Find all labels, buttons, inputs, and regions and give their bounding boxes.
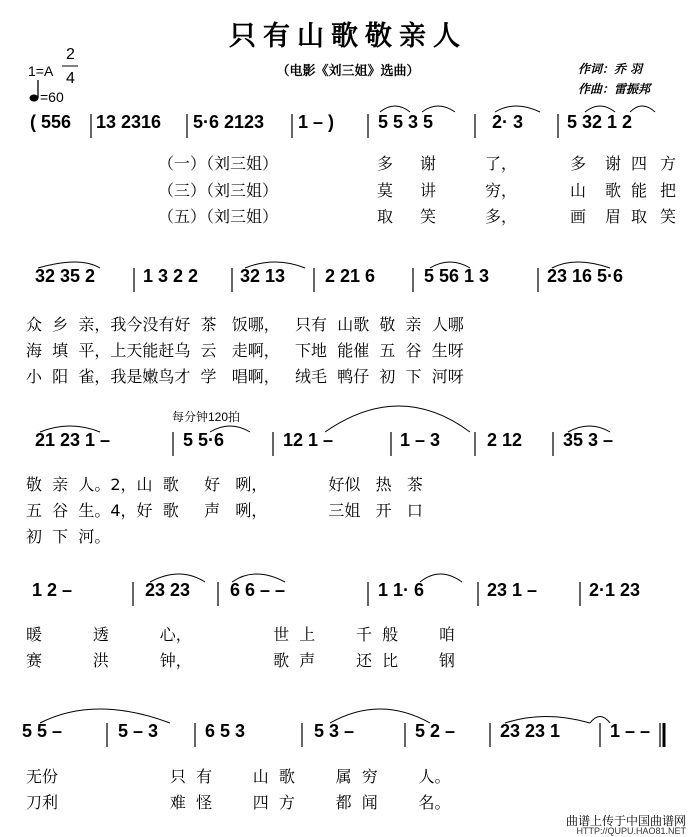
lyric-text: （五）（刘三姐） [158,207,279,226]
tempo-marking: =60 [40,89,64,105]
measure-notation: 5 5 3 5 [378,112,434,132]
lyric-text: 笑 [660,207,677,226]
lyric-text: 谢 [605,154,622,173]
lyric-text: 取 [377,207,394,226]
measure-notation: 23 16 5·6 [547,266,624,286]
song-subtitle: （电影《刘三姐》选曲） [276,64,420,79]
slurs [38,106,655,723]
measure-notation: ( 556 [30,112,72,132]
lyricist-credit: 作词：乔 羽 [578,62,643,76]
measure-notation: 1 1· 6 [378,580,425,600]
measure-notation: 5 3 – [314,721,355,741]
lyric-text: 歌 [605,181,622,200]
lyric-line: 刀利 难 怪 四 方 都 闻 名。 [26,793,451,812]
measure-notation: 5 32 1 2 [567,112,633,132]
measure-notation: 2· 3 [492,112,524,132]
footer-site-url: HTTP://QUPU.HAO81.NET [576,826,686,836]
measure-notation: 5 2 – [415,721,456,741]
measure-notation: 21 23 1 – [35,430,111,450]
measure-notation: 32 13 [240,266,286,286]
lyric-text: 多 [570,154,587,173]
measure-notation: 1 – 3 [400,430,441,450]
measure-notation: 1 – – [610,721,651,741]
lyric-line: 无份 只 有 山 歌 属 穷 人。 [26,767,451,786]
measure-notation: 1 3 2 2 [143,266,199,286]
measure-notation: 12 1 – [283,430,334,450]
lyric-line: 敬 亲 人。2，山 歌 好 咧， 好似 热 茶 [26,475,423,494]
measure-notation: 5 – 3 [118,721,159,741]
measure-notation: 6 6 – – [230,580,286,600]
lyric-text: 了， [485,154,518,173]
lyric-line: 暖 透 心， 世 上 千 般 咱 [26,625,455,644]
lyric-text: 画 [570,207,587,226]
lyric-line: 小 阳 雀，我是嫩鸟才 学 唱啊， 绒毛 鸭仔 初 下 河呀 [26,367,464,386]
measure-notation: 13 2316 [96,112,162,132]
measure-notation: 23 23 [145,580,191,600]
measure-notation: 5 56 1 3 [424,266,490,286]
measure-notation: 2 21 6 [325,266,376,286]
lyric-text: 方 [660,154,677,173]
measure-notation: 23 1 – [487,580,538,600]
lyric-text: 眉 [605,207,622,226]
lyric-text: 能 [631,181,648,200]
measure-notation: 2·1 23 [589,580,641,600]
tempo-note-icon [30,80,39,102]
footer-site-name: 曲谱上传于中国曲谱网 [565,814,686,828]
lyric-text: 莫 [377,181,394,200]
lyric-line: 五 谷 生。4，好 歌 声 咧， 三姐 开 口 [26,501,423,520]
lyric-line: 赛 洪 钟， 歌 声 还 比 钢 [26,651,455,670]
key-signature: 1=A [28,63,54,79]
lyric-text: 讲 [420,181,437,200]
lyric-text: 多 [377,154,394,173]
lyric-text: （三）（刘三姐） [158,181,279,200]
measure-notation: 23 23 1 [500,721,561,741]
song-title: 只有山歌敬亲人 [229,21,467,52]
measure-notation: 32 35 2 [35,266,96,286]
lyric-text: 穷， [485,181,518,200]
measure-notation: 5·6 2123 [193,112,265,132]
lyric-text: 谢 [420,154,437,173]
lyric-line: 初 下 河。 [26,527,111,546]
tempo-change: 每分钟120拍 [172,410,241,424]
time-signature-top: 2 [66,46,75,63]
lyric-text: 山 [570,181,587,200]
bar-lines [91,114,664,747]
lyric-text: （一）（刘三姐） [158,154,279,173]
measure-notation: 35 3 – [563,430,614,450]
measure-notation: 1 2 – [32,580,73,600]
measure-notation: 5 5 – [22,721,63,741]
measure-notation: 6 5 3 [205,721,246,741]
lyric-line: 众 乡 亲，我今没有好 茶 饭哪， 只有 山歌 敬 亲 人哪 [26,315,464,334]
composer-credit: 作曲：雷振邦 [578,82,651,96]
lyric-text: 取 [631,207,648,226]
time-signature-bottom: 4 [66,70,75,87]
measure-notation: 1 – ) [298,112,335,132]
measure-notation: 2 12 [487,430,523,450]
measure-notation: 5 5·6 [183,430,225,450]
lyric-text: 多， [485,207,518,226]
lyric-text: 把 [660,181,677,200]
lyric-text: 笑 [420,207,437,226]
lyric-text: 四 [631,154,648,173]
lyric-line: 海 填 平，上天能赶乌 云 走啊， 下地 能催 五 谷 生呀 [26,341,464,360]
